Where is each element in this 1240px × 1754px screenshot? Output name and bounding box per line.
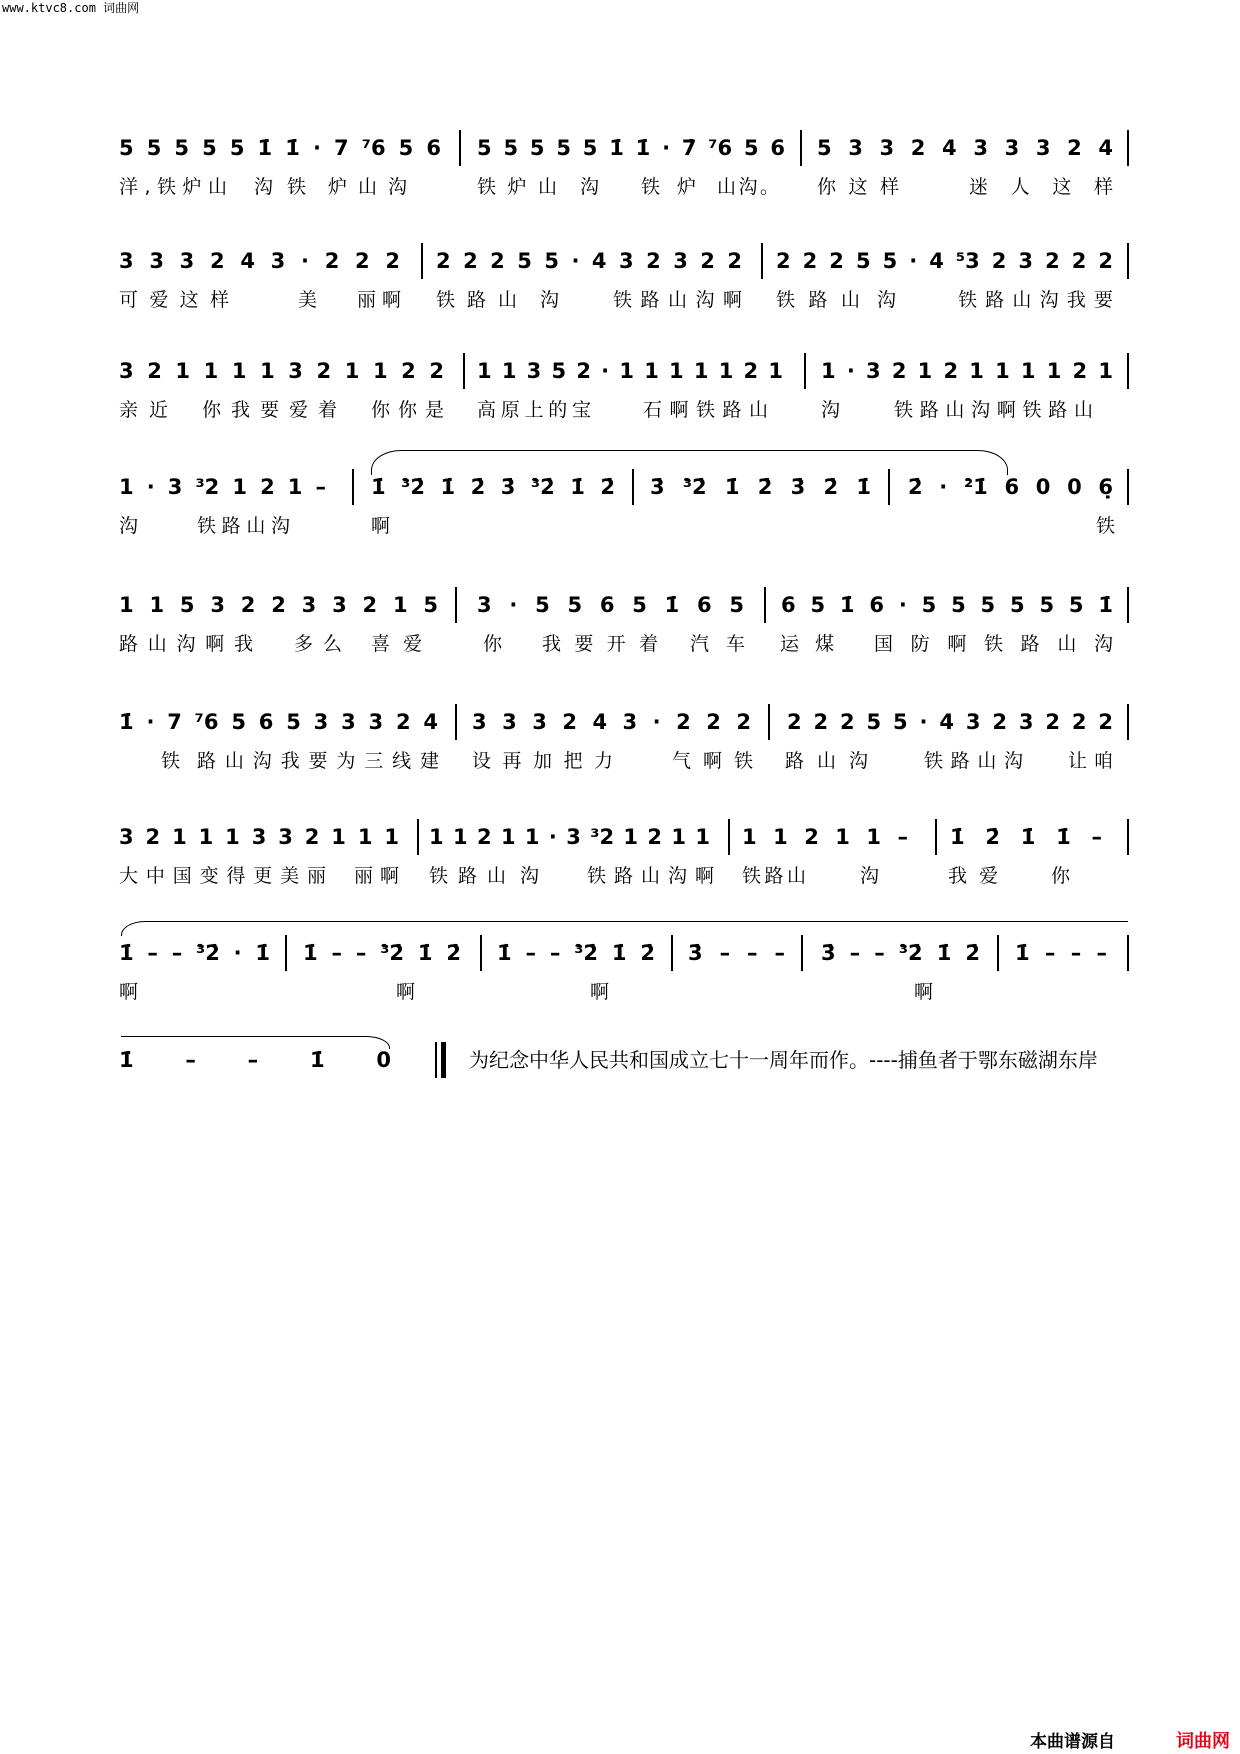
lyric-segment: 沟: [877, 289, 897, 311]
measure-notes: 1 · 3 2 1 2 1 1 1 1 2 1: [821, 359, 1113, 383]
measure-notes: 2 2 2 5 5 · 4 ⁵3 2 3 2 2 2: [776, 249, 1113, 273]
lyric-segment: 你你是: [371, 399, 444, 421]
lyric-segment: 可爱这样: [119, 289, 229, 311]
lyric-segment: 啊: [371, 515, 391, 537]
barline: [1127, 130, 1129, 166]
measure-notes: 1̇ ³̇2̇ 1̇ 2̇ 3̇ ³̇2̇ 1̇ 2̇: [371, 475, 615, 499]
lyric-segment: 铁路山沟啊: [587, 865, 714, 887]
lyric-segment: 啊: [119, 981, 139, 1003]
barline: [455, 704, 457, 740]
final-barline-thin: [435, 1042, 437, 1078]
measure-notes: 3̇ – – –: [688, 941, 785, 965]
barline: [1127, 587, 1129, 623]
lyric-segment: 沟铁: [254, 176, 306, 198]
barline: [455, 587, 457, 623]
lyric-segment: 大中国变得更美丽: [119, 865, 326, 887]
lyric-segment: 气啊铁: [672, 750, 753, 772]
lyric-segment: 铁路山沟: [924, 750, 1023, 772]
measure-notes: 1̇ – – 1̇ 0: [119, 1048, 391, 1072]
barline: [1127, 704, 1129, 740]
measure-notes: 1̇ 2̇ 1̇ 1̇ –: [950, 825, 1102, 849]
measure-notes: 1 · 3 ³2 1 2 1 –: [119, 475, 326, 499]
measure-notes: 2 2 2 5 5 · 4 3 2 3 2 2 2: [787, 710, 1113, 734]
lyric-segment: 铁路山: [742, 865, 806, 887]
barline: [728, 819, 730, 855]
barline: [421, 243, 423, 279]
lyric-segment: 沟: [821, 399, 841, 421]
lyric-segment: 沟: [119, 515, 139, 537]
lyric-segment: 你: [483, 633, 503, 655]
barline: [417, 819, 419, 855]
notation-row: [0, 248, 1240, 318]
lyric-segment: 高原上的宝: [477, 399, 591, 421]
notation-row: [0, 709, 1240, 779]
lyric-segment: 美: [298, 289, 318, 311]
notation-row: [0, 358, 1240, 428]
measure-notes: 1̇ – – –: [1015, 941, 1107, 965]
notation-row: [0, 135, 1240, 205]
source-label: 本曲谱源自: [1030, 1732, 1115, 1752]
lyric-segment: 炉: [677, 176, 697, 198]
lyric-segment: 多么: [294, 633, 342, 655]
barline: [761, 243, 763, 279]
barline: [935, 819, 937, 855]
lyric-segment: 丽啊: [357, 289, 401, 311]
measure-notes: 1 1 3 5 2 · 1 1 1 1 1 2 1: [477, 359, 783, 383]
lyric-segment: 你这样: [817, 176, 899, 198]
lyric-segment: 铁路山沟: [197, 515, 290, 537]
brand-logo-text[interactable]: 词曲网: [1176, 1731, 1230, 1752]
lyric-segment: 运煤: [780, 633, 834, 655]
measure-notes: 3 2 1 1 1 3 3 2 1 1 1: [119, 825, 399, 849]
lyric-segment: 铁路山沟我要: [958, 289, 1113, 311]
lyric-segment: 山沟。: [717, 176, 779, 198]
lyric-segment: 路山沟啊我: [119, 633, 253, 655]
measure-notes: 1̇ · 7 ⁷6 5 6 5 3 3 3 2 4: [119, 710, 438, 734]
barline: [800, 130, 802, 166]
barline: [1127, 243, 1129, 279]
measure-notes: 3 · 5 5 6 5 1̇ 6 5: [477, 593, 744, 617]
lyric-segment: 丽啊: [354, 865, 399, 887]
lyric-segment: 铁路山: [776, 289, 860, 311]
lyric-segment: 铁路山沟啊铁路山: [894, 399, 1093, 421]
barline: [463, 353, 465, 389]
lyric-segment: 我爱: [948, 865, 998, 887]
lyric-segment: 沟: [580, 176, 600, 198]
barline: [764, 587, 766, 623]
lyric-segment: 铁: [1096, 515, 1116, 537]
notation-row: [0, 940, 1240, 1010]
lyric-segment: 路山沟我要为三线建: [197, 750, 439, 772]
measure-notes: 1̇ – – ³̇2̇ 1̇ 2̇: [497, 941, 655, 965]
measure-notes: 5 5 5 5 5 1̇ 1̇ · 7 ⁷6 5 6: [119, 136, 441, 160]
measure-notes: 1 1 2 1 1 · 3 ³2 1 2 1 1: [429, 825, 710, 849]
lyric-segment: 石啊铁路山: [643, 399, 768, 421]
lyric-segment: 炉山沟: [328, 176, 407, 198]
lyric-segment: 你我要爱着: [202, 399, 337, 421]
lyric-segment: 设再加把力: [472, 750, 613, 772]
lyric-segment: 啊: [396, 981, 416, 1003]
barline: [285, 935, 287, 971]
lyric-segment: 喜爱: [371, 633, 422, 655]
lyric-segment: 路山沟: [785, 750, 868, 772]
barline: [801, 935, 803, 971]
barline: [671, 935, 673, 971]
lyric-segment: 迷人这样: [969, 176, 1113, 198]
dedication-note: 为纪念中华人民共和国成立七十一周年而作。----捕鱼者于鄂东磁湖东岸: [469, 1048, 1098, 1072]
notation-row: [0, 474, 1240, 544]
slur: [121, 921, 1128, 936]
barline: [1127, 819, 1129, 855]
barline: [888, 469, 890, 505]
barline: [352, 469, 354, 505]
barline: [997, 935, 999, 971]
measure-notes: 1̇ – – ³̇2̇ 1̇ 2̇: [303, 941, 461, 965]
lyric-segment: 啊: [914, 981, 934, 1003]
lyric-segment: 汽车: [690, 633, 745, 655]
barline: [480, 935, 482, 971]
lyric-segment: 沟: [520, 865, 540, 887]
final-barline-thick: [441, 1042, 446, 1078]
measure-notes: 3̇ – – ³̇2̇ 1̇ 2̇: [821, 941, 980, 965]
measure-notes: 3 3 3 2 4 3 · 2 2 2: [472, 710, 751, 734]
barline: [1127, 353, 1129, 389]
measure-notes: 3 3 3 2 4 3 · 2 2 2: [119, 249, 400, 273]
lyric-segment: 啊: [590, 981, 610, 1003]
barline: [804, 353, 806, 389]
site-watermark: www.ktvc8.com 词曲网: [2, 1, 140, 15]
measure-notes: 6 5 1̇ 6 · 5 5 5 5 5 5 1̇: [781, 593, 1113, 617]
measure-notes: 1 1 5 3 2 2 3 3 2 1 5: [119, 593, 438, 617]
lyric-segment: 让咱: [1068, 750, 1113, 772]
barline: [632, 469, 634, 505]
lyric-segment: 亲近: [119, 399, 168, 421]
lyric-segment: 洋,铁炉山: [119, 176, 227, 198]
lyric-segment: 铁: [641, 176, 661, 198]
lyric-segment: 铁路山: [429, 865, 506, 887]
lyric-segment: 沟: [860, 865, 880, 887]
notation-row: [0, 592, 1240, 662]
measure-notes: 1 1 2 1 1 –: [742, 825, 908, 849]
measure-notes: 3̇ ³̇2̇ 1̇ 2̇ 3̇ 2̇ 1̇: [650, 475, 871, 499]
barline: [459, 130, 461, 166]
lyric-segment: 铁路山沟啊: [613, 289, 742, 311]
lyric-segment: 铁炉山: [477, 176, 557, 198]
notation-row: [0, 1047, 1240, 1117]
measure-notes: 5 3 3 2 4 3 3 3 2 4: [817, 136, 1113, 160]
measure-notes: 2 2 2 5 5 · 4 3 2 3 2 2: [436, 249, 742, 273]
barline: [1127, 935, 1129, 971]
lyric-segment: 我要开着: [542, 633, 658, 655]
lyric-segment: 国防啊铁路山沟: [874, 633, 1113, 655]
notation-row: [0, 824, 1240, 894]
barline: [768, 704, 770, 740]
lyric-segment: 铁: [161, 750, 181, 772]
lyric-segment: 你: [1051, 865, 1071, 887]
measure-notes: 5 5 5 5 5 1̇ 1̇ · 7̇ ⁷6 5 6: [477, 136, 785, 160]
lyric-segment: 铁路山: [436, 289, 517, 311]
measure-notes: 1̇ – – ³̇2̇ · 1̇: [119, 941, 270, 965]
slur: [371, 450, 1008, 475]
measure-notes: 3 2 1 1 1 1 3 2 1 1 2 2: [119, 359, 444, 383]
lyric-segment: 沟: [540, 289, 560, 311]
barline: [1127, 469, 1129, 505]
measure-notes: 2̇ · ²̇1̇ 6 0 0 6̣: [908, 475, 1113, 499]
